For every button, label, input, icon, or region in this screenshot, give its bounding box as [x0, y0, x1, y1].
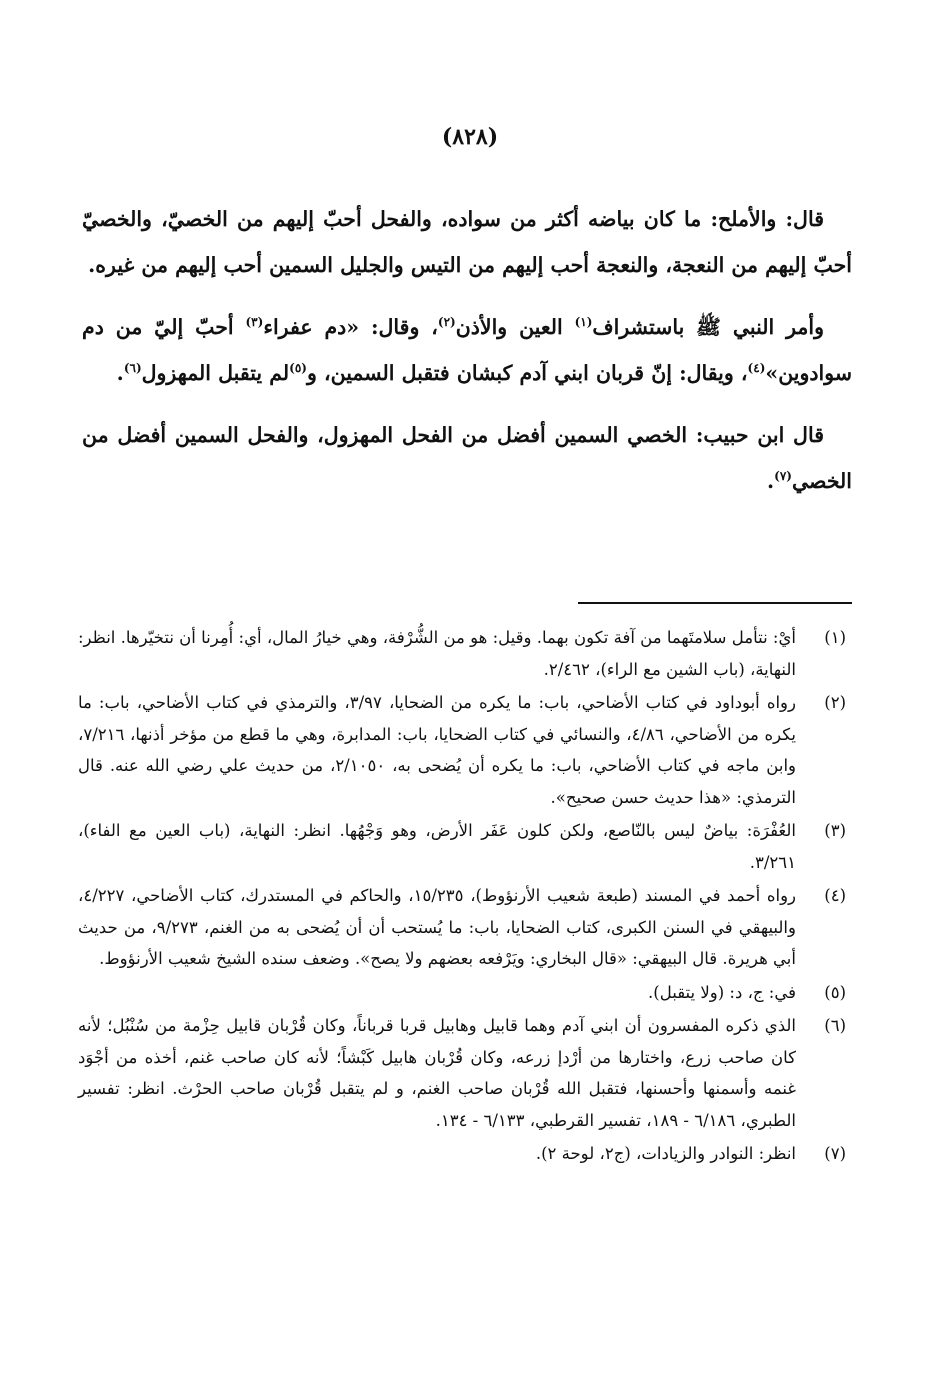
footnote [78, 880, 854, 975]
page-number: (٨٢٨) [441, 124, 499, 150]
footnote-text: انظر: النوادر والزيادات، (ج٢، لوحة ٢). [535, 1144, 796, 1163]
footnote-ref: (١) [574, 315, 593, 330]
paragraph [82, 304, 852, 396]
footnote-text: رواه أحمد في المسند (طبعة شعيب الأرنؤوط)، ١٥/٢٣٥، والحاكم في المستدرك، كتاب الأضاحي، ٤/٢٢٧، والبيهقي في السنن الكبرى، كتاب الضحايا، باب: ما يُستحب أن أن يُضحى به من الغنم، ٩/٢٧٣، من حديث أبي هريرة. قال البيهقي: «قال البخاري: ويَرْفعه بعضهم ولا يصح». وضعف سنده الشيخ شعيب الأرنؤوط. [78, 886, 797, 968]
paragraph-text: قال: والأملح: ما كان بياضه أكثر من سواده، والفحل أحبّ إليهم من الخصيّ، والخصيّ أحبّ إليهم من النعجة، والنعجة أحب إليهم من التيس والجليل السمين أحب إليهم من غيره. [82, 207, 852, 277]
footnote-ref: (٣) [245, 315, 264, 330]
footnote-ref: (٧) [774, 469, 792, 484]
footnote-divider [578, 602, 852, 604]
footnote-number: (٢) [824, 693, 846, 712]
footnote [78, 815, 854, 878]
footnote-text: الذي ذكره المفسرون أن ابني آدم وهما قابيل وهابيل قربا قرباناً، وكان قُرْبان قابيل حِزْمة من سُنْبُل؛ لأنه كان صاحب زرع، واختارها من أرْدإ زرعه، وكان قُرْبان هابيل كَبْشاً؛ لأنه كان صاحب غنم، أخذه من أجْوَد غنمه وأسمنها وأحسنها، فتقبل الله قُرْبان صاحب الغنم، و لم يتقبل قُرْبان صاحب الحرْث. انظر: تفسير الطبري، ٦/١٨٦ - ١٨٩، تفسير القرطبي، ٦/١٣٣ - ١٣٤. [78, 1016, 796, 1130]
footnote [78, 1010, 854, 1136]
paragraph-text: ، ويقال: إنّ قربان ابني آدم كبشان فتقبل السمين، و [306, 361, 748, 385]
paragraph-text: لم يتقبل المهزول [141, 361, 290, 385]
footnote-number: (١) [824, 628, 846, 647]
footnote-text: في: ج، د: (ولا يتقبل). [648, 982, 796, 1002]
footnote-ref: (٢) [437, 315, 456, 330]
footnotes [78, 622, 854, 1172]
footnote-ref: (٥) [289, 361, 307, 376]
footnote-number: (٧) [824, 1144, 846, 1163]
footnote-ref: (٦) [123, 361, 142, 376]
paragraph-text: . [116, 361, 124, 385]
footnote [78, 622, 854, 685]
footnote-text: أيْ: نتأمل سلامتَهما من آفة تكون بهما. وقيل: هو من الشُّرْفة، وهي خيارُ المال، أي: أُمِرنا أن نتخيّرها. انظر: النهاية، (باب الشين مع الراء)، ٢/٤٦٢. [78, 628, 796, 679]
paragraph-text: ، وقال: «دم عفراء [263, 315, 438, 339]
paragraph-text: العين والأذن [455, 315, 575, 339]
footnote-number: (٦) [824, 1016, 846, 1035]
footnote-number: (٣) [824, 821, 846, 840]
paragraph [82, 412, 852, 504]
footnote-text: رواه أبوداود في كتاب الأضاحي، باب: ما يكره من الضحايا، ٣/٩٧، والترمذي في كتاب الأضاحي، باب: ما يكره من الأضاحي، ٤/٨٦، والنسائي في كتاب الضحايا، باب: المدابرة، وهي ما قطع من مؤخر أذنها، ٧/٢١٦، وابن ماجه في كتاب الأضاحي، باب: ما يكره أن يُضحى به، ٢/١٠٥٠، من حديث علي رضي الله عنه. قال الترمذي: «هذا حديث حسن صحيح». [78, 693, 796, 807]
footnote [78, 687, 854, 813]
footnote-text: العُفْرَة: بياضٌ ليس بالنّاصع، ولكن كلون عَفَر الأرض، وهو وَجْهُها. انظر: النهاية، (باب العين مع الفاء)، ٣/٢٦١. [78, 821, 796, 872]
paragraph-text: . [766, 469, 775, 493]
footnote-number: (٥) [824, 982, 846, 1002]
footnote-ref: (٤) [747, 361, 766, 376]
footnote [78, 977, 854, 1009]
paragraph-text: أحبّ إليّ من دم سوادوين» [82, 315, 852, 385]
paragraph-text: قال ابن حبيب: الخصي السمين أفضل من الفحل المهزول، والفحل السمين أفضل من الخصي [82, 423, 852, 493]
paragraph-text: وأمر النبي ﷺ باستشراف [592, 315, 824, 339]
footnote [78, 1138, 854, 1170]
paragraph [82, 196, 852, 288]
footnote-number: (٤) [824, 886, 846, 905]
main-text [82, 196, 852, 520]
